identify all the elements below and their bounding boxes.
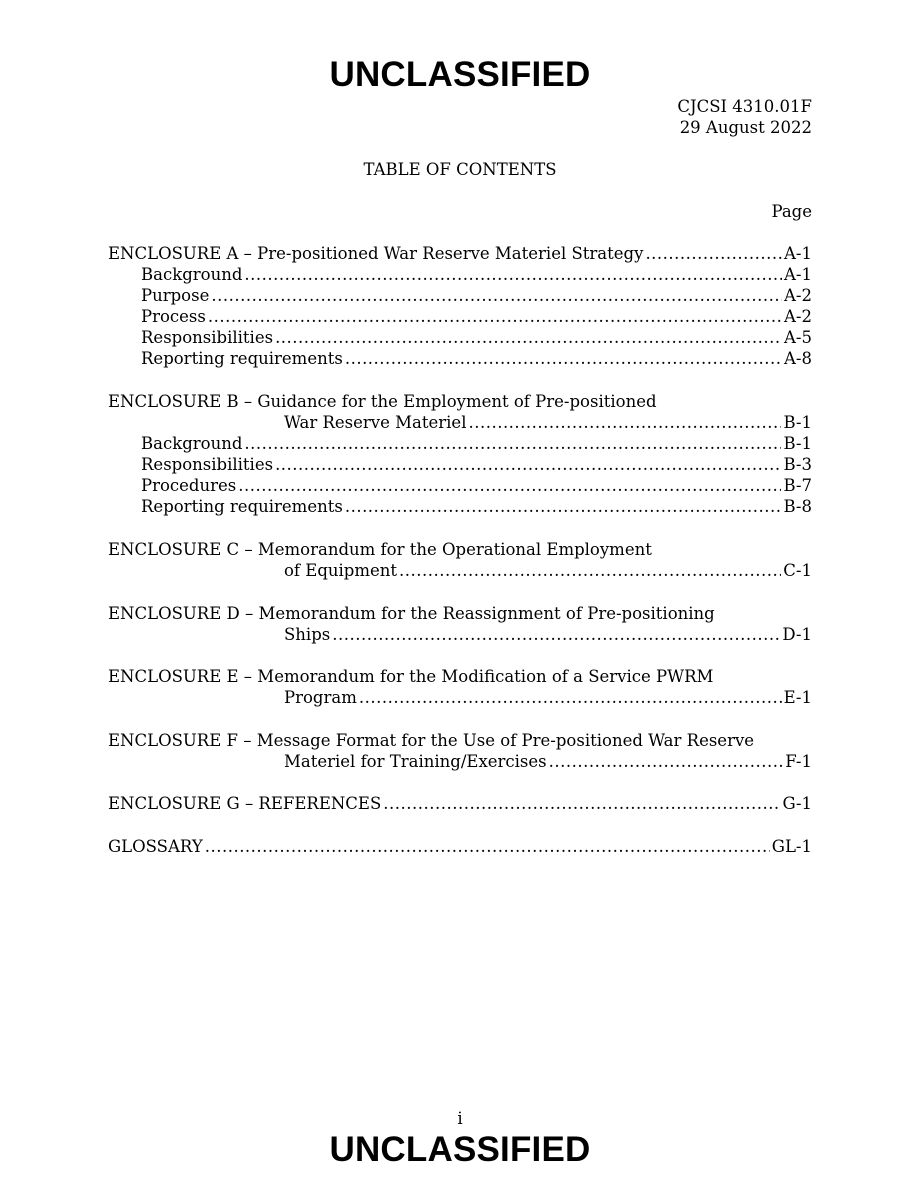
- toc-entry-title-cont: of Equipment: [284, 561, 398, 580]
- toc-entry-page: C-1: [783, 561, 812, 580]
- toc-entry-continuation[interactable]: [108, 624, 812, 645]
- dot-leader: [205, 836, 770, 857]
- toc-enclosure-g: [108, 793, 812, 814]
- toc-entry-continuation[interactable]: [108, 751, 812, 772]
- dot-leader: [244, 264, 782, 285]
- toc-entry[interactable]: [108, 793, 812, 814]
- toc-entry-title: ENCLOSURE E – Memorandum for the Modification of a Service PWRM: [108, 667, 714, 686]
- dot-leader: [383, 793, 780, 814]
- toc-glossary: [108, 836, 812, 857]
- toc-entry-page: E-1: [783, 688, 812, 707]
- toc-subentry-page: A-1: [784, 265, 812, 284]
- classification-banner-bottom: UNCLASSIFIED: [329, 1130, 591, 1169]
- document-date: 29 August 2022: [679, 118, 812, 137]
- toc-entry-title-line[interactable]: [108, 391, 812, 412]
- toc-entry[interactable]: [108, 836, 812, 857]
- toc-subentry[interactable]: [108, 264, 812, 285]
- dot-leader: [345, 348, 782, 369]
- dot-leader: [211, 285, 782, 306]
- toc-entry-page: D-1: [782, 625, 812, 644]
- toc-subentry-title: Background: [141, 434, 243, 453]
- toc-entry-continuation[interactable]: [108, 412, 812, 433]
- toc-subentry[interactable]: [108, 433, 812, 454]
- toc-subentry-page: B-3: [783, 455, 812, 474]
- toc-subentry-page: A-5: [784, 328, 812, 347]
- toc-enclosure-c: [108, 539, 812, 581]
- toc-title: TABLE OF CONTENTS: [363, 160, 557, 179]
- toc-enclosure-b: [108, 391, 812, 517]
- toc-entry-title-line[interactable]: [108, 730, 812, 751]
- toc-subentry[interactable]: [108, 285, 812, 306]
- toc-entry-title: GLOSSARY: [108, 837, 203, 856]
- dot-leader: [359, 687, 782, 708]
- toc-subentry-title: Reporting requirements: [141, 497, 343, 516]
- classification-banner-top: UNCLASSIFIED: [329, 55, 591, 94]
- dot-leader: [332, 624, 780, 645]
- toc-subentry[interactable]: [108, 454, 812, 475]
- document-number: CJCSI 4310.01F: [677, 97, 812, 116]
- toc-entry-title: ENCLOSURE C – Memorandum for the Operational Employment: [108, 540, 652, 559]
- toc-entry-continuation[interactable]: [108, 560, 812, 581]
- toc-entry-title-cont: Materiel for Training/Exercises: [284, 752, 547, 771]
- toc-subentry-page: A-8: [784, 349, 812, 368]
- toc-subentry-title: Reporting requirements: [141, 349, 343, 368]
- toc-entry-page: B-1: [783, 413, 812, 432]
- toc-subentry-title: Responsibilities: [141, 328, 274, 347]
- toc-subentry-page: B-1: [783, 434, 812, 453]
- toc-subentry-page: A-2: [784, 286, 812, 305]
- dot-leader: [549, 751, 784, 772]
- toc-enclosure-e: [108, 666, 812, 708]
- dot-leader: [345, 496, 782, 517]
- toc-entry-continuation[interactable]: [108, 687, 812, 708]
- toc-enclosure-f: [108, 730, 812, 772]
- toc-entry-page: GL-1: [771, 837, 812, 856]
- toc-enclosure-a: [108, 243, 812, 369]
- dot-leader: [399, 560, 781, 581]
- toc-subentry-title: Procedures: [141, 476, 237, 495]
- toc-subentry-page: B-7: [783, 476, 812, 495]
- toc-subentry-title: Background: [141, 265, 243, 284]
- toc-subentry[interactable]: [108, 496, 812, 517]
- toc-entry-title-cont: Ships: [284, 625, 331, 644]
- toc-subentry[interactable]: [108, 306, 812, 327]
- toc-subentry[interactable]: [108, 327, 812, 348]
- dot-leader: [275, 454, 781, 475]
- toc-entry-title-line[interactable]: [108, 603, 812, 624]
- toc-entry-page: F-1: [785, 752, 812, 771]
- dot-leader: [208, 306, 782, 327]
- toc-entry-title: ENCLOSURE B – Guidance for the Employment of Pre-positioned: [108, 392, 657, 411]
- dot-leader: [238, 475, 781, 496]
- toc-subentry-title: Process: [141, 307, 206, 326]
- dot-leader: [645, 243, 782, 264]
- toc-entry-page: G-1: [782, 794, 812, 813]
- toc-subentry-title: Purpose: [141, 286, 210, 305]
- toc-entry-title: ENCLOSURE A – Pre-positioned War Reserve Materiel Strategy: [108, 244, 644, 263]
- toc-entry-title-cont: Program: [284, 688, 357, 707]
- dot-leader: [468, 412, 781, 433]
- toc-subentry[interactable]: [108, 348, 812, 369]
- toc-enclosure-d: [108, 603, 812, 645]
- toc-entry-title: ENCLOSURE G – REFERENCES: [108, 794, 382, 813]
- page-column-header: Page: [771, 202, 812, 221]
- toc-entry-title: ENCLOSURE F – Message Format for the Use of Pre-positioned War Reserve: [108, 731, 755, 750]
- dot-leader: [244, 433, 781, 454]
- dot-leader: [275, 327, 782, 348]
- page-number: i: [457, 1109, 463, 1128]
- toc-subentry-page: A-2: [784, 307, 812, 326]
- toc-entry-title: ENCLOSURE D – Memorandum for the Reassignment of Pre-positioning: [108, 604, 715, 623]
- toc-entry-title-cont: War Reserve Materiel: [284, 413, 467, 432]
- toc-entry[interactable]: [108, 243, 812, 264]
- toc-entry-title-line[interactable]: [108, 666, 812, 687]
- toc-subentry-title: Responsibilities: [141, 455, 274, 474]
- toc-subentry-page: B-8: [783, 497, 812, 516]
- toc-subentry[interactable]: [108, 475, 812, 496]
- toc-entry-page: A-1: [784, 244, 812, 263]
- toc-entry-title-line[interactable]: [108, 539, 812, 560]
